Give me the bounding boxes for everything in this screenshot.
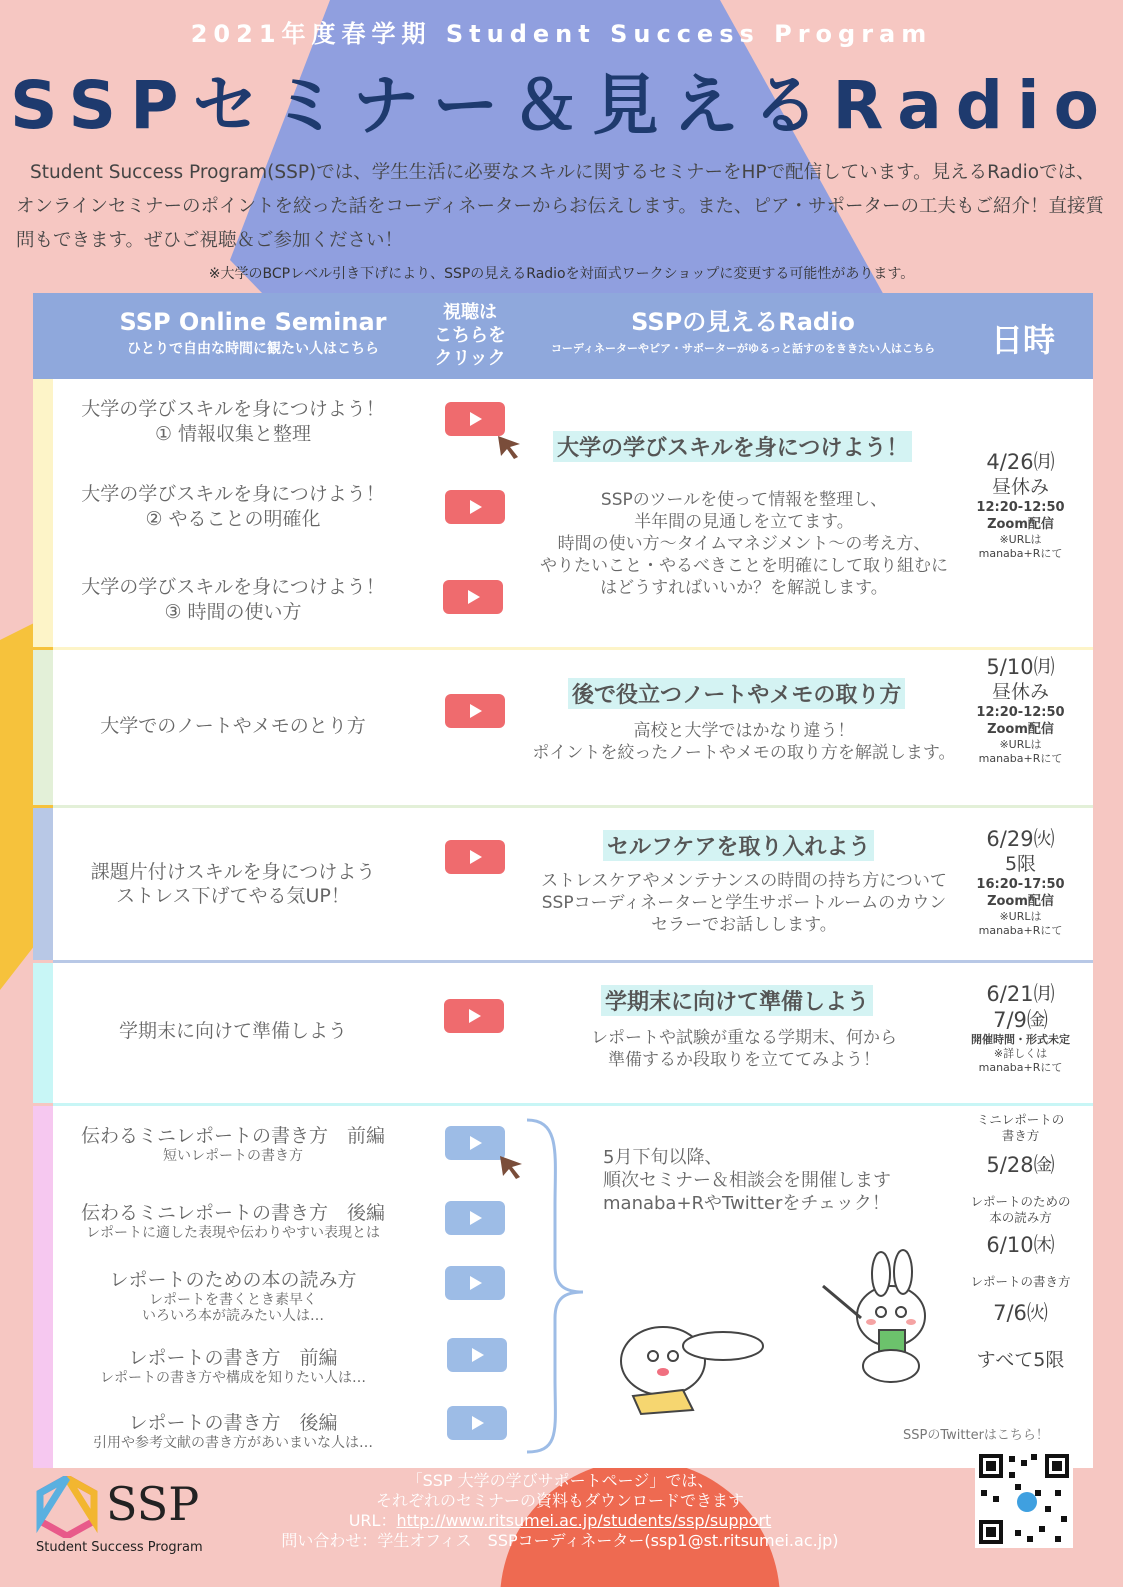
- seminar-subtitle: 引用や参考文献の書き方があいまいな人は…: [93, 1435, 373, 1451]
- date-label: 書き方: [1001, 1128, 1040, 1143]
- play-button[interactable]: [445, 1201, 505, 1235]
- curly-brace: [521, 1116, 591, 1456]
- delivery-mode: 開催時間・形式未定: [971, 1033, 1070, 1046]
- seminar-item: [53, 575, 413, 625]
- url-note: ※詳しくは: [993, 1047, 1048, 1060]
- play-icon: [465, 589, 481, 605]
- seminar-item: [53, 397, 413, 447]
- date-label: レポートのための: [970, 1194, 1071, 1209]
- seminar-title: 伝わるミニレポートの書き方 前編: [80, 1125, 385, 1147]
- seminar-header-sub: ひとりで自由な時間に観たい人はこちら: [127, 341, 379, 357]
- program-subtitle: 2021年度春学期 Student Success Program: [190, 20, 933, 48]
- desc-line: 高校と大学ではかなり違う！: [633, 721, 855, 741]
- play-icon: [467, 1135, 483, 1151]
- delivery-mode: Zoom配信: [987, 517, 1054, 532]
- date-info: [968, 449, 1073, 561]
- row-color-bar: [33, 808, 53, 960]
- play-icon: [467, 1210, 483, 1226]
- radio-topic-description: [520, 720, 968, 764]
- desc-line: SSPのツールを使って情報を整理し、: [600, 490, 888, 510]
- time-slot: 5限: [1004, 853, 1037, 875]
- schedule-row-5: [33, 1106, 1093, 1468]
- url-note: manaba+Rにて: [978, 547, 1063, 560]
- delivery-mode: Zoom配信: [987, 894, 1054, 909]
- desc-line: 順次セミナー＆相談会を開催します: [603, 1170, 891, 1191]
- date-text: 5/10㈪: [986, 655, 1055, 679]
- seminar-title: レポートの書き方 前編: [128, 1347, 338, 1369]
- support-page-link[interactable]: http://www.ritsumei.ac.jp/students/ssp/support: [396, 1511, 772, 1530]
- all-period: すべて5限: [976, 1349, 1065, 1371]
- qr-code-icon[interactable]: [975, 1450, 1073, 1548]
- date-info: [968, 1112, 1073, 1372]
- play-icon: [467, 1275, 483, 1291]
- date-label: 本の読み方: [989, 1210, 1052, 1225]
- radio-header-sub: コーディネーターやピア・サポーターがゆるっと話すのをききたい人はこちら: [550, 342, 936, 355]
- play-icon: [467, 849, 483, 865]
- desc-line: レポートや試験が重なる学期末、何から: [591, 1028, 897, 1048]
- intro-text: Student Success Program(SSP)では、学生生活に必要なスキルに関するセミナーをHPで配信しています。見えるRadioでは、オンラインセミナーのポイントを絞った話をコーディネーターからお伝えします。また、ピア・サポーターの工夫もご紹介！直接質問もできます。ぜひご視聴＆ご参加ください！: [16, 162, 1104, 251]
- play-button[interactable]: [445, 1266, 505, 1300]
- url-note: manaba+Rにて: [978, 752, 1063, 765]
- schedule-row-2: [33, 650, 1093, 805]
- seminar-subtitle: レポートを書くとき素早く: [149, 1292, 317, 1308]
- seminar-subtitle: いろいろ本が読みたい人は…: [142, 1308, 324, 1324]
- rabbit-illustration: [803, 1246, 953, 1386]
- row-color-bar: [33, 650, 53, 805]
- seminar-item: [53, 1411, 413, 1451]
- url-note: ※URLは: [999, 738, 1042, 751]
- table-header: [33, 293, 1093, 379]
- seminar-subtitle: 短いレポートの書き方: [163, 1148, 303, 1164]
- page-title: SSPセミナー＆見えるRadio: [9, 67, 1114, 144]
- play-button[interactable]: [447, 1406, 507, 1440]
- logo-text: SSP: [106, 1477, 200, 1531]
- seminar-title: 大学でのノートやメモのとり方: [100, 715, 366, 737]
- seminar-subtitle: レポートに適した表現や伝わりやすい表現とは: [86, 1225, 380, 1241]
- seminar-title: レポートの書き方 後編: [128, 1412, 338, 1434]
- play-button[interactable]: [445, 490, 505, 524]
- url-note: ※URLは: [999, 910, 1042, 923]
- desc-line: はどうすればいいか？を解説します。: [600, 578, 888, 598]
- seminar-subtitle: ② やることの明確化: [145, 508, 321, 530]
- click-header-line1: 視聴は: [443, 302, 497, 323]
- date-text: 6/10㈭: [986, 1233, 1055, 1257]
- play-button[interactable]: [445, 694, 505, 728]
- desc-line: SSPコーディネーターと学生サポートルームのカウン: [541, 893, 947, 913]
- seminar-title: 大学の学びスキルを身につけよう！: [81, 483, 385, 505]
- time-range: 16:20-17:50: [976, 877, 1065, 892]
- seminar-item: [53, 1201, 413, 1241]
- desc-line: 準備するか段取りを立ててみよう！: [608, 1050, 880, 1070]
- date-info: [968, 826, 1073, 938]
- footer-url-line: [250, 1511, 870, 1531]
- row-color-bar: [33, 379, 53, 647]
- seminar-title: 課題片付けスキルを身につけよう: [90, 861, 376, 883]
- play-button[interactable]: [443, 580, 503, 614]
- seminar-subtitle: ③ 時間の使い方: [164, 601, 302, 623]
- url-note: ※URLは: [999, 533, 1042, 546]
- seminar-title: 大学の学びスキルを身につけよう！: [81, 576, 385, 598]
- desc-line: ポイントを絞ったノートやメモの取り方を解説します。: [532, 743, 956, 763]
- radio-topic-description: [520, 489, 968, 599]
- play-icon: [467, 411, 483, 427]
- play-icon: [469, 1415, 485, 1431]
- rabbit-illustration: [603, 1306, 793, 1416]
- play-icon: [466, 1008, 482, 1024]
- radio-topic-title: セルフケアを取り入れよう: [603, 830, 874, 861]
- row-color-bar: [33, 963, 53, 1103]
- schedule-row-4: [33, 963, 1093, 1103]
- schedule-row-3: [33, 808, 1093, 960]
- cursor-icon: [496, 434, 522, 460]
- contact-line: 問い合わせ：学生オフィス SSPコーディネーター(ssp1@st.ritsumei.ac.jp): [281, 1531, 839, 1550]
- date-text: 6/21㈪: [986, 982, 1055, 1006]
- play-button[interactable]: [445, 1126, 505, 1160]
- radio-topic-title: 学期末に向けて準備しよう: [601, 985, 873, 1016]
- seminar-title: 伝わるミニレポートの書き方 後編: [80, 1202, 385, 1224]
- play-icon: [467, 703, 483, 719]
- radio-topic-description: [603, 1146, 891, 1215]
- radio-column-header: [523, 305, 963, 359]
- url-note: manaba+Rにて: [978, 924, 1063, 937]
- play-button[interactable]: [447, 1338, 507, 1372]
- bcp-note: ※大学のBCPレベル引き下げにより、SSPの見えるRadioを対面式ワークショップに変更する可能性があります。: [208, 266, 915, 282]
- seminar-subtitle: レポートの書き方や構成を知りたい人は…: [100, 1370, 366, 1386]
- seminar-title: 学期末に向けて準備しよう: [118, 1020, 347, 1042]
- play-icon: [469, 1347, 485, 1363]
- schedule-table: [33, 293, 1093, 1488]
- seminar-subtitle: ストレス下げてやる気UP！: [116, 885, 350, 907]
- twitter-note: SSPのTwitterはこちら！: [903, 1428, 1049, 1443]
- date-text: 4/26㈪: [986, 450, 1055, 474]
- play-button[interactable]: [445, 402, 505, 436]
- date-column-header: 日時: [990, 321, 1055, 359]
- date-info: [968, 654, 1073, 766]
- seminar-item: [53, 714, 413, 739]
- radio-topic-description: [520, 870, 968, 936]
- date-info: [968, 981, 1073, 1075]
- seminar-item: [53, 482, 413, 532]
- seminar-column-header: [53, 305, 453, 359]
- desc-line: 時間の使い方～タイムマネジメント～の考え方、: [557, 534, 931, 554]
- url-label: URL：: [348, 1511, 397, 1530]
- seminar-item: [53, 1268, 413, 1324]
- time-range: 12:20-12:50: [976, 500, 1065, 515]
- time-range: 12:20-12:50: [976, 705, 1065, 720]
- seminar-header-title: SSP Online Seminar: [119, 308, 387, 336]
- play-button[interactable]: [444, 999, 504, 1033]
- seminar-item: [53, 1019, 413, 1044]
- date-label: ミニレポートの: [976, 1112, 1065, 1127]
- desc-line: セラーでお話しします。: [651, 915, 837, 935]
- logo-hexagon-icon: [36, 1476, 98, 1538]
- radio-topic-title: 大学の学びスキルを身につけよう！: [553, 431, 912, 462]
- seminar-title: レポートのための本の読み方: [109, 1269, 357, 1291]
- date-text: 7/6㈫: [993, 1301, 1048, 1325]
- click-header-line3: クリック: [434, 348, 506, 369]
- footer-line: それぞれのセミナーの資料もダウンロードできます: [375, 1491, 744, 1510]
- logo-caption: Student Success Program: [36, 1540, 203, 1555]
- date-text-2: 7/9㈮: [993, 1008, 1048, 1032]
- click-header-line2: こちらを: [434, 325, 506, 346]
- delivery-mode: Zoom配信: [987, 722, 1054, 737]
- radio-topic-title: 後で役立つノートやメモの取り方: [568, 678, 905, 709]
- time-slot: 昼休み: [991, 476, 1049, 498]
- date-text: 5/28㈮: [986, 1153, 1055, 1177]
- seminar-title: 大学の学びスキルを身につけよう！: [81, 398, 385, 420]
- ssp-logo: [36, 1476, 246, 1556]
- footer: [250, 1471, 870, 1551]
- date-text: 6/29㈫: [986, 827, 1055, 851]
- radio-header-title: SSPの見えるRadio: [631, 308, 855, 336]
- desc-line: ストレスケアやメンテナンスの時間の持ち方について: [541, 871, 947, 891]
- play-icon: [467, 499, 483, 515]
- seminar-subtitle: ① 情報収集と整理: [154, 423, 312, 445]
- url-note: manaba+Rにて: [978, 1061, 1063, 1074]
- click-column-header: [427, 301, 513, 370]
- schedule-row-1: [33, 379, 1093, 647]
- desc-line: manaba+RやTwitterをチェック！: [603, 1193, 890, 1214]
- seminar-item: [53, 1124, 413, 1164]
- seminar-item: [53, 1346, 413, 1386]
- time-slot: 昼休み: [991, 681, 1049, 703]
- seminar-item: [53, 860, 413, 908]
- desc-line: 5月下旬以降、: [603, 1147, 723, 1168]
- date-label: レポートの書き方: [970, 1274, 1071, 1289]
- footer-line: 「SSP 大学の学びサポートページ」では、: [406, 1471, 714, 1490]
- radio-topic-description: [520, 1027, 968, 1071]
- desc-line: やりたいこと・やるべきことを明確にして取り組むに: [540, 556, 948, 576]
- row-color-bar: [33, 1106, 53, 1468]
- desc-line: 半年間の見通しを立てます。: [634, 512, 854, 532]
- play-button[interactable]: [445, 840, 505, 874]
